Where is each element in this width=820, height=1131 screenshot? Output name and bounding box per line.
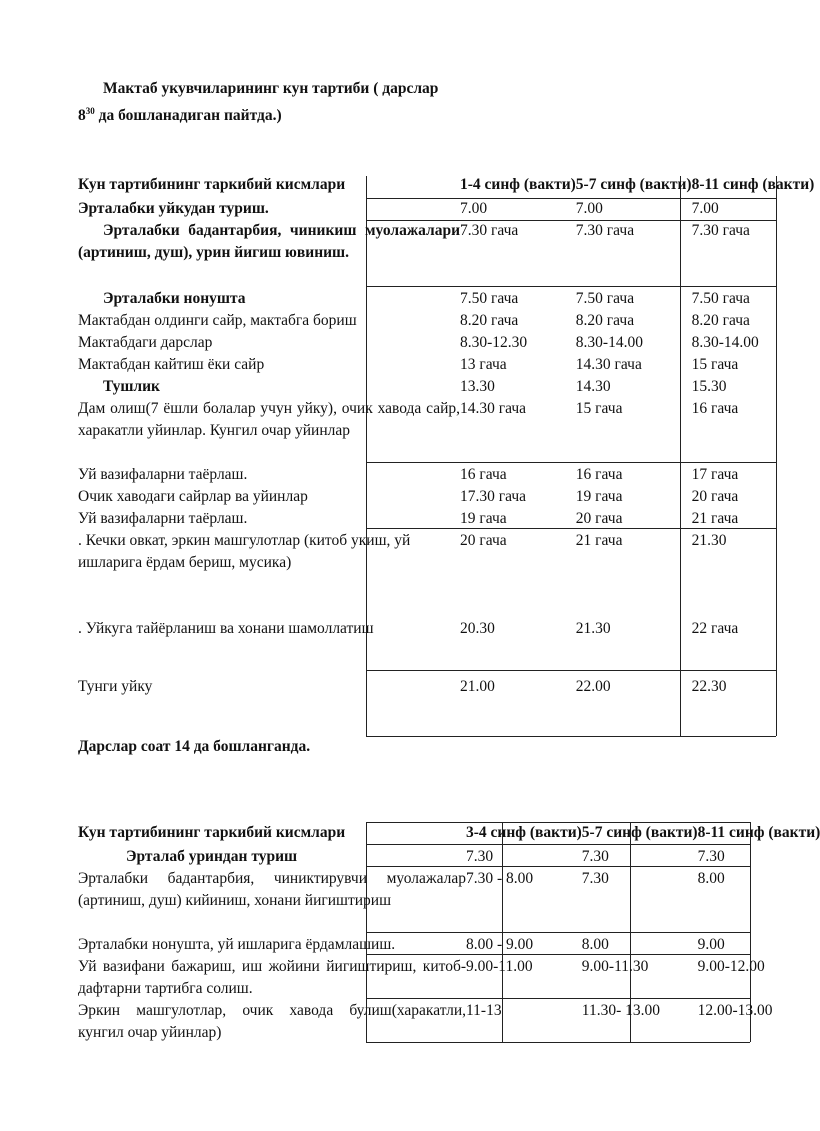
row-label-text: . Кечки овкат, эркин машгулотлар (китоб укиш, уй ишларига ёрдам бериш, мусика) [78,532,411,571]
cell-grade-3-4: 8.00 - 9.00 [466,936,534,953]
cell-grade-8-11: 15 гача [691,356,739,373]
cell-grade-1-4: 8.30-12.30 [460,334,528,351]
cell-grade-5-7: 9.00-11.30 [581,958,649,975]
cell-grade-5-7: 7.00 [575,200,603,217]
cell-grade-5-7: 19 гача [575,488,623,505]
row-label: Эрталабки нонушта, уй ишларига ёрдамлашиш. [78,936,396,953]
cell-grade-8-11: 21.30 [691,532,727,549]
cell-grade-1-4: 7.50 гача [460,290,519,307]
document-title [78,78,538,127]
cell-grade-1-4: 17.30 гача [460,488,527,505]
table-row [78,220,814,288]
row-label: Очик хаводаги сайрлар ва уйинлар [78,488,308,505]
table-row [78,198,814,220]
schedule-table-2 [78,822,820,1044]
cell-grade-3-4: 7.30 - 8.00 [466,870,534,887]
cell-grade-3-4: 11-13 [466,1002,502,1019]
row-label-text: Эрталабки бадантарбия, чиникиш муолажалари (артиниш, душ), урин йигиш ювиниш. [78,222,460,261]
row-label: Эрталабки уйкудан туриш. [78,200,269,217]
row-label: Мактабдан кайтиш ёки сайр [78,356,265,373]
cell-grade-5-7: 16 гача [575,466,623,483]
title-line-1: Мактаб укувчиларининг кун тартиби ( дарслар [103,80,439,97]
table1-rule [366,736,776,737]
cell-grade-8-11: 7.00 [691,200,719,217]
row-label: Эрталаб уриндан туриш [126,848,298,865]
header-cell: 1-4 синф (вакти) [460,176,576,193]
title-line-2-text: да бошланадиган пайтда.) [94,107,282,125]
row-label-text: Эрталабки бадантарбия, чиниктирувчи муолажалар (артиниш, душ) кийиниш, хонани йигиштириш [78,870,466,909]
row-label [78,868,466,934]
cell-grade-8-11: 17 гача [691,466,739,483]
subheading-afternoon-shift: Дарслар соат 14 да бошланганда. [78,738,311,755]
row-label: Уй вазифаларни таёрлаш. [78,510,248,527]
cell-grade-5-7: 7.30 [581,848,609,865]
title-start-hour: 8 [78,107,86,125]
row-label [78,1000,466,1044]
cell-grade-5-7: 21.30 [575,620,611,637]
header-cell: 8-11 синф (вакти) [691,176,815,193]
cell-grade-5-7: 7.30 гача [575,222,635,239]
cell-grade-8-11: 8.30-14.00 [691,334,759,351]
header-cell: Кун тартибининг таркибий кисмлари [78,824,346,841]
row-label: Эрталабки нонушта [103,290,246,307]
table-header-row [78,822,820,846]
cell-grade-1-4: 8.20 гача [460,312,519,329]
cell-grade-1-4: 7.00 [460,200,488,217]
header-cell: 5-7 синф (вакти) [581,824,698,841]
cell-grade-8-11: 9.00 [697,936,725,953]
cell-grade-1-4: 20.30 [460,620,495,637]
table-row [78,846,820,868]
cell-grade-8-11: 9.00-12.00 [697,958,765,975]
table-row [78,956,820,1000]
cell-grade-5-7: 11.30- 13.00 [581,1002,661,1019]
cell-grade-8-11: 21 гача [691,510,739,527]
row-label [78,956,466,1000]
cell-grade-8-11: 16 гача [691,400,739,417]
table-row [78,486,814,508]
cell-grade-5-7: 8.30-14.00 [575,334,643,351]
table-row [78,310,814,332]
cell-grade-5-7: 14.30 гача [575,356,642,373]
header-cell: 5-7 синф (вакти) [575,176,692,193]
header-cell: Кун тартибининг таркибий кисмлари [78,176,346,193]
cell-grade-1-4: 20 гача [460,532,507,549]
table-row [78,868,820,934]
table-row [78,288,814,310]
title-start-minutes: 30 [85,106,95,116]
cell-grade-5-7: 15 гача [575,400,623,417]
cell-grade-1-4: 13.30 [460,378,495,395]
table-row [78,934,820,956]
cell-grade-8-11: 8.00 [697,870,725,887]
cell-grade-8-11: 15.30 [691,378,727,395]
row-label [78,220,460,288]
cell-grade-5-7: 8.00 [581,936,609,953]
table-row [78,376,814,398]
table-row [78,354,814,376]
schedule-table-1 [78,174,814,736]
cell-grade-1-4: 21.00 [460,678,495,695]
cell-grade-5-7: 8.20 гача [575,312,635,329]
header-cell: 8-11 синф (вакти) [697,824,820,841]
table-row [78,508,814,530]
row-label: . Уйкуга тайёрланиш ва хонани шамоллатиш [78,620,374,637]
row-label-text: Эркин машгулотлар, очик хавода булиш(харакатли, кунгил очар уйинлар) [78,1002,466,1041]
cell-grade-5-7: 20 гача [575,510,623,527]
row-label: Мактабдан олдинги сайр, мактабга бориш [78,312,357,329]
cell-grade-8-11: 7.30 гача [691,222,750,239]
row-label-text: Дам олиш(7 ёшли болалар учун уйку), очик хавода сайр, харакатли уйинлар. Кунгил очар уйинлар [78,400,460,439]
row-label [78,398,460,464]
row-label: Тунги уйку [78,678,153,695]
title-line-2 [78,100,538,127]
table-row [78,618,814,676]
cell-grade-1-4: 13 гача [460,356,507,373]
row-label: Уй вазифаларни таёрлаш. [78,466,248,483]
cell-grade-3-4: 7.30 [466,848,494,865]
cell-grade-1-4: 14.30 гача [460,400,527,417]
row-label-text: Уй вазифани бажариш, иш жойини йигиштириш, китоб-дафтарни тартибга солиш. [78,958,466,997]
cell-grade-8-11: 22 гача [691,620,739,637]
cell-grade-8-11: 7.30 [697,848,725,865]
cell-grade-8-11: 20 гача [691,488,739,505]
row-label [78,530,460,618]
table-row [78,530,814,618]
table-row [78,464,814,486]
cell-grade-3-4: 9.00-11.00 [466,958,533,975]
cell-grade-1-4: 16 гача [460,466,507,483]
cell-grade-8-11: 7.50 гача [691,290,750,307]
table-row [78,1000,820,1044]
table-row [78,676,814,736]
row-label: Мактабдаги дарслар [78,334,213,351]
table-row [78,398,814,464]
cell-grade-1-4: 19 гача [460,510,507,527]
cell-grade-5-7: 22.00 [575,678,611,695]
cell-grade-1-4: 7.30 гача [460,222,519,239]
cell-grade-8-11: 8.20 гача [691,312,750,329]
table-row [78,332,814,354]
cell-grade-8-11: 22.30 [691,678,727,695]
row-label: Тушлик [103,378,160,395]
cell-grade-5-7: 7.50 гача [575,290,635,307]
header-cell: 3-4 синф (вакти) [466,824,582,841]
table-header-row [78,174,814,198]
cell-grade-5-7: 14.30 [575,378,611,395]
cell-grade-5-7: 21 гача [575,532,623,549]
cell-grade-5-7: 7.30 [581,870,609,887]
cell-grade-8-11: 12.00-13.00 [697,1002,773,1019]
